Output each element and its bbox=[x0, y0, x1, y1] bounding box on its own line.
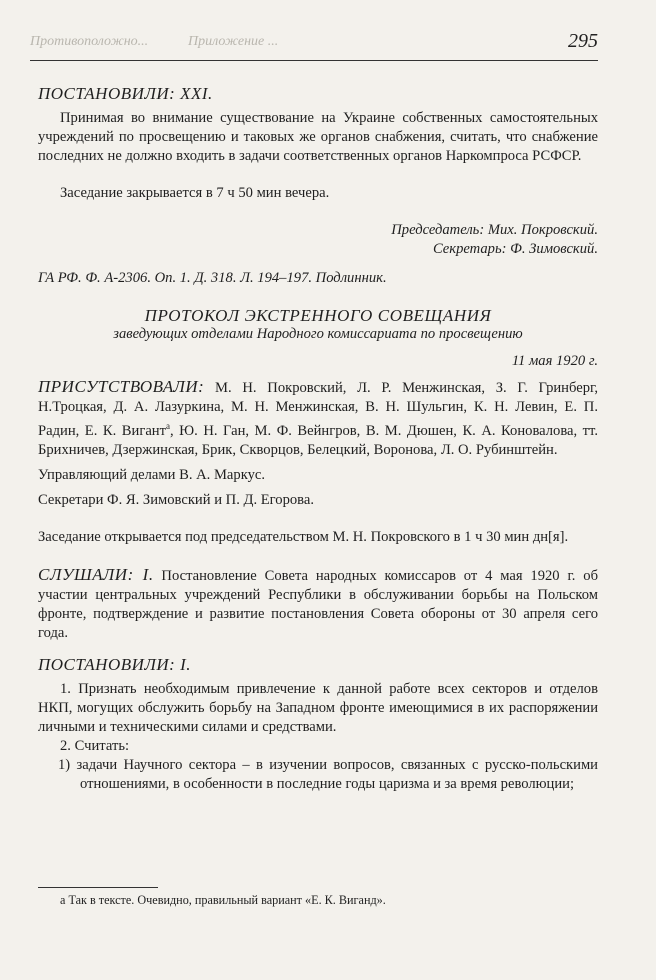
attendees-paragraph bbox=[38, 377, 598, 460]
running-head bbox=[30, 34, 595, 50]
chairman-signature: Председатель: Мих. Покровский. bbox=[391, 222, 598, 238]
running-head-left: Противоположно... bbox=[30, 34, 149, 49]
resolved-subitem-1: 1) задачи Научного сектора – в изучении вопросов, связанных с русско-польскими отношениями, в особенности в последние годы царизма и за время революции; bbox=[58, 756, 598, 792]
secretaries-line: Секретари Ф. Я. Зимовский и П. Д. Егорова. bbox=[38, 491, 314, 508]
manager-line: Управляющий делами В. А. Маркус. bbox=[38, 466, 266, 483]
protocol-subtitle: заведующих отделами Народного комиссариата по просвещению bbox=[113, 326, 523, 342]
heard-text: Постановление Совета народных комиссаров от 4 мая 1920 г. об участии центральных учреждений Республики в обслуживании борьбы на Польском фронте, подтверждение и развитие постановления Совета обороны от 30 апреля сего года. bbox=[38, 567, 598, 641]
resolved-i-heading: ПОСТАНОВИЛИ: I. bbox=[38, 654, 191, 674]
page-number: 295 bbox=[568, 30, 598, 52]
attendees-label: ПРИСУТСТВОВАЛИ: bbox=[38, 377, 205, 396]
attendees-names-2: , Ю. Н. Ган, М. Ф. Вейнгров, В. М. Дюшен, К. А. Коновалова, тт. Брихничев, Дзержинская, Брик, Скворцов, Белецкий, Воронова, Л. О. Рубинштейн. bbox=[38, 422, 598, 458]
archive-reference: ГА РФ. Ф. А-2306. Оп. 1. Д. 318. Л. 194–197. Подлинник. bbox=[38, 270, 387, 286]
heard-label: СЛУШАЛИ: I. bbox=[38, 564, 154, 584]
attendees-names-1: М. Н. Покровский, Л. Р. Менжинская, З. Г. Гринберг, Н.Троцкая, Д. А. Лазуркина, М. Н. Менжинская, В. Н. Шульгин, К. Н. Левин, Е. П. Радин, Е. К. Вигант bbox=[38, 380, 598, 439]
heard-paragraph bbox=[38, 565, 598, 643]
page-body bbox=[38, 84, 598, 794]
opening-note: Заседание открывается под председательством М. Н. Покровского в 1 ч 30 мин дн[я]. bbox=[38, 528, 569, 545]
protocol-title: ПРОТОКОЛ ЭКСТРЕННОГО СОВЕЩАНИЯ bbox=[144, 306, 492, 325]
protocol-date: 11 мая 1920 г. bbox=[511, 353, 598, 369]
footnote-rule bbox=[38, 887, 158, 888]
closing-note: Заседание закрывается в 7 ч 50 мин вечера. bbox=[60, 185, 330, 201]
resolved-item-1: 1. Признать необходимым привлечение к данной работе всех секторов и отделов НКП, могущих обслужить борьбу на Западном фронте имеющимися в их распоряжении личными и техническими силами и средствами. bbox=[38, 680, 598, 735]
secretary-signature: Секретарь: Ф. Зимовский. bbox=[432, 241, 598, 257]
resolved-xxi-heading: ПОСТАНОВИЛИ: XXI. bbox=[38, 84, 213, 103]
resolved-xxi-text: Принимая во внимание существование на Украине собственных самостоятельных учреждений по просвещению и таковых же органов снабжения, считать, что снабжение последних не должно входить в задачи соответственных органов Наркомпроса РСФСР. bbox=[38, 110, 598, 164]
resolved-item-2: 2. Считать: bbox=[60, 737, 130, 754]
running-head-right: Приложение ... bbox=[188, 34, 279, 49]
footnote: а Так в тексте. Очевидно, правильный вариант «Е. К. Виганд». bbox=[60, 893, 386, 907]
header-rule bbox=[30, 60, 598, 61]
footnote-marker: а bbox=[165, 421, 170, 431]
